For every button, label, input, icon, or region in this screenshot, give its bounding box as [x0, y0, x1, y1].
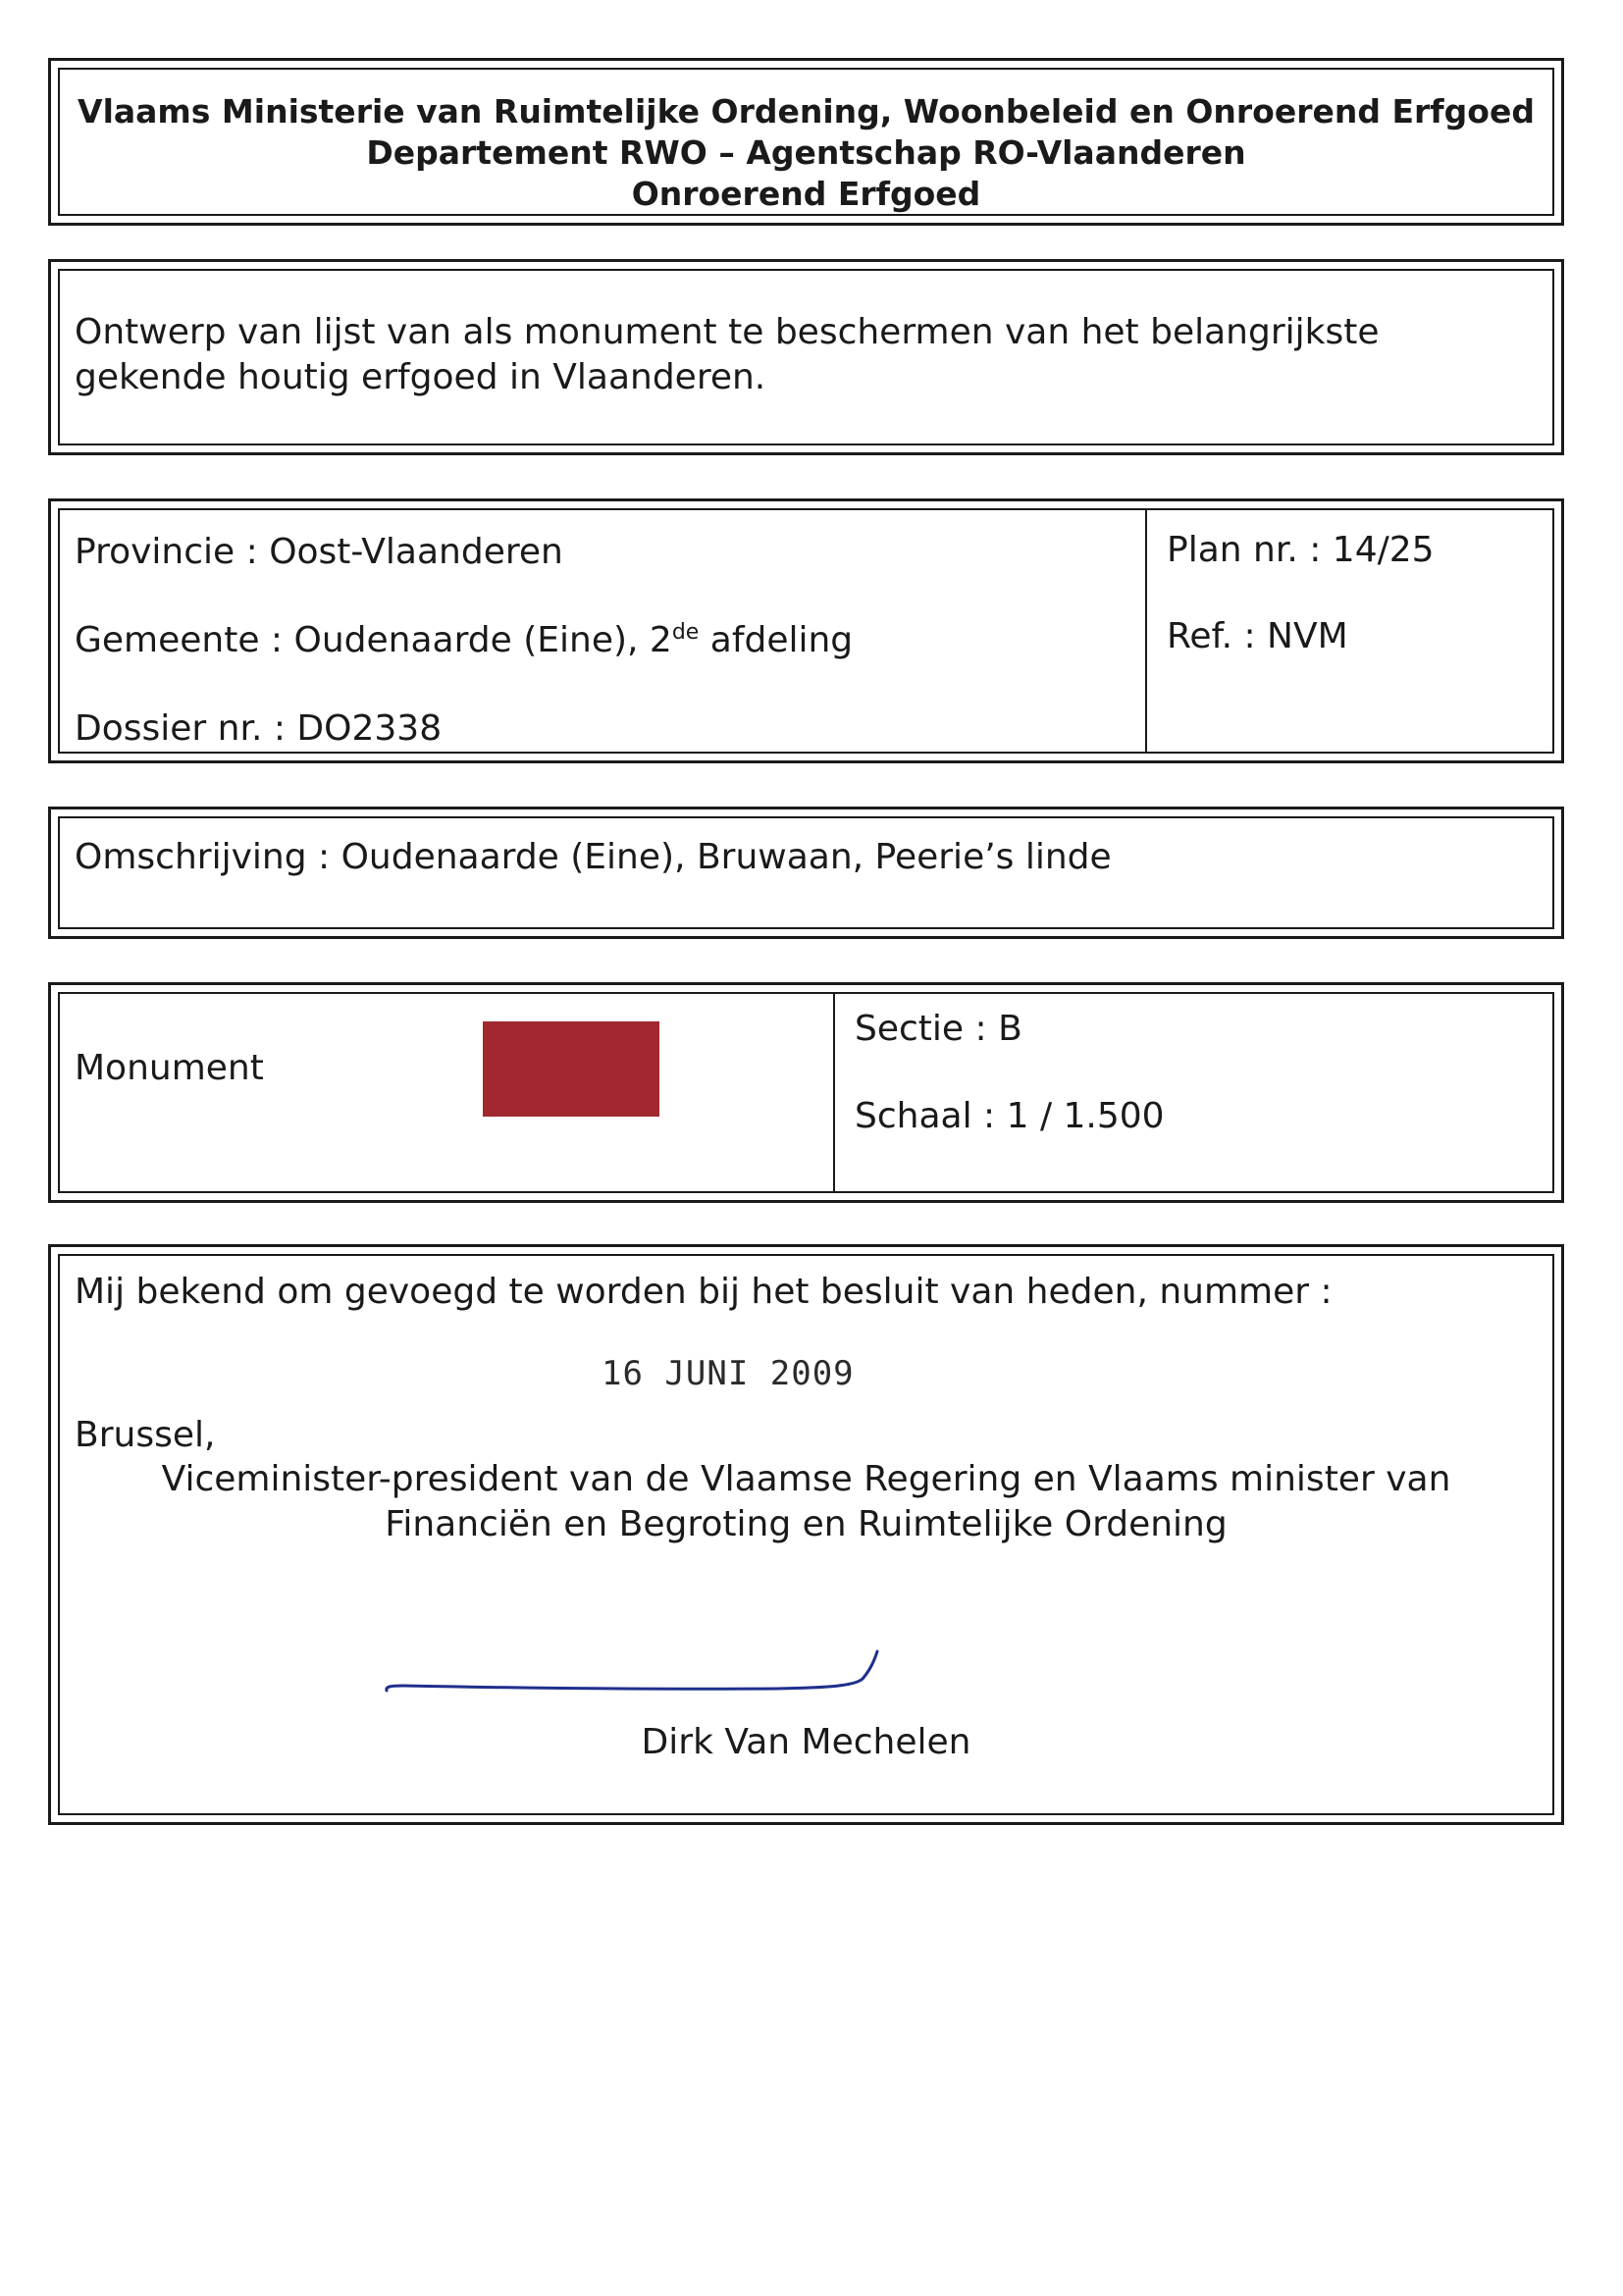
document-title: Ontwerp van lijst van als monument te beschermen van het belangrijkste gekende houtig erfgoed in Vlaanderen.: [75, 312, 1380, 397]
date-stamp: 16 JUNI 2009: [602, 1354, 855, 1393]
gemeente-ordinal: de: [671, 620, 700, 645]
function-line-2: Financiën en Begroting en Ruimtelijke Ordening: [385, 1504, 1228, 1544]
monument-color-swatch: [483, 1021, 659, 1117]
decision-intro: Mij bekend om gevoegd te worden bij het besluit van heden, nummer :: [75, 1272, 1333, 1312]
column-divider: [833, 994, 835, 1191]
signature-image: [384, 1634, 894, 1702]
dossier-field: Dossier nr. : DO2338: [75, 708, 443, 749]
gemeente-text: Gemeente : Oudenaarde (Eine), 2: [75, 620, 672, 660]
ref-field: Ref. : NVM: [1167, 616, 1348, 656]
gemeente-afdeling: afdeling: [699, 620, 854, 660]
omschrijving-field: Omschrijving : Oudenaarde (Eine), Bruwaan, Peerie’s linde: [75, 837, 1112, 877]
header-box: [48, 58, 1564, 226]
place-field: Brussel,: [75, 1415, 216, 1455]
gemeente-field: [75, 618, 853, 662]
column-divider: [1145, 510, 1147, 752]
description-box: [48, 807, 1564, 939]
monument-label: Monument: [75, 1048, 264, 1088]
legend-box: [48, 982, 1564, 1203]
function-line-1: Viceminister-president van de Vlaamse Regering en Vlaams minister van: [161, 1459, 1451, 1499]
ministry-name: Vlaams Ministerie van Ruimtelijke Ordening, Woonbeleid en Onroerend Erfgoed: [78, 92, 1535, 130]
signatory-name: Dirk Van Mechelen: [641, 1722, 971, 1762]
agency-name: Onroerend Erfgoed: [631, 175, 981, 213]
provincie-field: Provincie : Oost-Vlaanderen: [75, 532, 563, 572]
sectie-field: Sectie : B: [855, 1009, 1022, 1049]
location-box: [48, 498, 1564, 763]
decision-box: [48, 1244, 1564, 1825]
department-name: Departement RWO – Agentschap RO-Vlaanderen: [366, 133, 1246, 172]
plan-field: Plan nr. : 14/25: [1167, 530, 1435, 570]
schaal-field: Schaal : 1 / 1.500: [855, 1096, 1165, 1136]
title-box: [48, 259, 1564, 455]
